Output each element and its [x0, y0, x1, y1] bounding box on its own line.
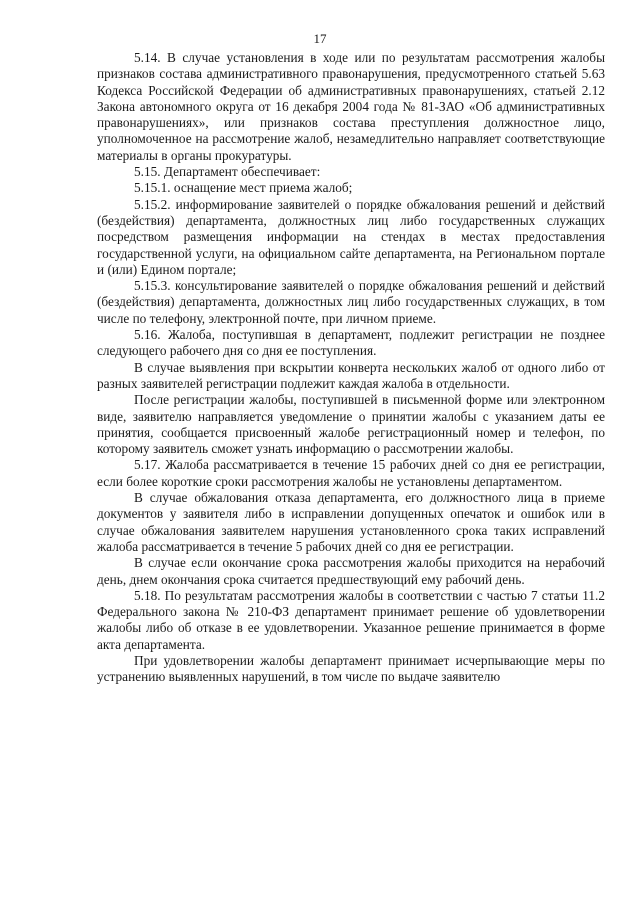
- paragraph-5-17: 5.17. Жалоба рассматривается в течение 15 рабочих дней со дня ее регистрации, если более короткие сроки рассмотрения жалобы не установлены департаментом.: [97, 457, 605, 489]
- paragraph-5-14: 5.14. В случае установления в ходе или по результатам рассмотрения жалобы признаков состава административного правонарушения, предусмотренного статьей 5.63 Кодекса Российской Федерации об административных правонарушениях, статьей 2.12 Закона автономного округа от 16 декабря 2004 года № 81-ЗАО «Об административных правонарушениях», или признаков состава преступления должностное лицо, уполномоченное на рассмотрение жалоб, незамедлительно направляет соответствующие материалы в органы прокуратуры.: [97, 50, 605, 163]
- paragraph-5-15: 5.15. Департамент обеспечивает:: [134, 164, 321, 180]
- page-number: 17: [313, 31, 327, 46]
- document-body: [97, 50, 605, 686]
- paragraph-multiple-complaints: В случае выявления при вскрытии конверта нескольких жалоб от одного либо от разных заявителей регистрации подлежит каждая жалоба в отдельности.: [97, 359, 605, 391]
- paragraph-5-15-2: 5.15.2. информирование заявителей о порядке обжалования решений и действий (бездействия) департамента, должностных лиц либо государственных служащих посредством размещения информации на стендах в местах предоставления государственной услуги, на официальном сайте департамента, на Региональном портале и (или) Едином портале;: [97, 196, 605, 277]
- paragraph-non-working-day: В случае если окончание срока рассмотрения жалобы приходится на нерабочий день, днем окончания срока считается предшествующий ему рабочий день.: [97, 555, 605, 587]
- paragraph-5-18: 5.18. По результатам рассмотрения жалобы в соответствии с частью 7 статьи 11.2 Федерального закона № 210-ФЗ департамент принимает решение об удовлетворении жалобы либо об отказе в ее удовлетворении. Указанное решение принимается в форме акта департамента.: [97, 587, 605, 652]
- paragraph-registration-notice: После регистрации жалобы, поступившей в письменной форме или электронном виде, заявителю направляется уведомление о принятии жалобы с указанием даты ее принятия, сообщается присвоенный жалобе регистрационный номер и телефон, по которому заявитель сможет узнать информацию о рассмотрении жалобы.: [97, 392, 605, 457]
- paragraph-satisfaction-measures: При удовлетворении жалобы департамент принимает исчерпывающие меры по устранению выявленных нарушений, в том числе по выдаче заявителю: [97, 652, 605, 685]
- paragraph-5-15-1: 5.15.1. оснащение мест приема жалоб;: [134, 180, 353, 196]
- paragraph-5-15-3: 5.15.3. консультирование заявителей о порядке обжалования решений и действий (бездействия) департамента, должностных лиц либо государственных служащих, в том числе по телефону, электронной почте, при личном приеме.: [97, 278, 605, 326]
- paragraph-5-16: 5.16. Жалоба, поступившая в департамент, подлежит регистрации не позднее следующего рабочего дня со дня ее поступления.: [97, 327, 605, 359]
- paragraph-refusal-appeal: В случае обжалования отказа департамента, его должностного лица в приеме документов у заявителя либо в исправлении допущенных опечаток и ошибок или в случае обжалования заявителем нарушения установленного срока таких исправлений жалоба рассматривается в течение 5 рабочих дней со дня ее регистрации.: [97, 490, 605, 554]
